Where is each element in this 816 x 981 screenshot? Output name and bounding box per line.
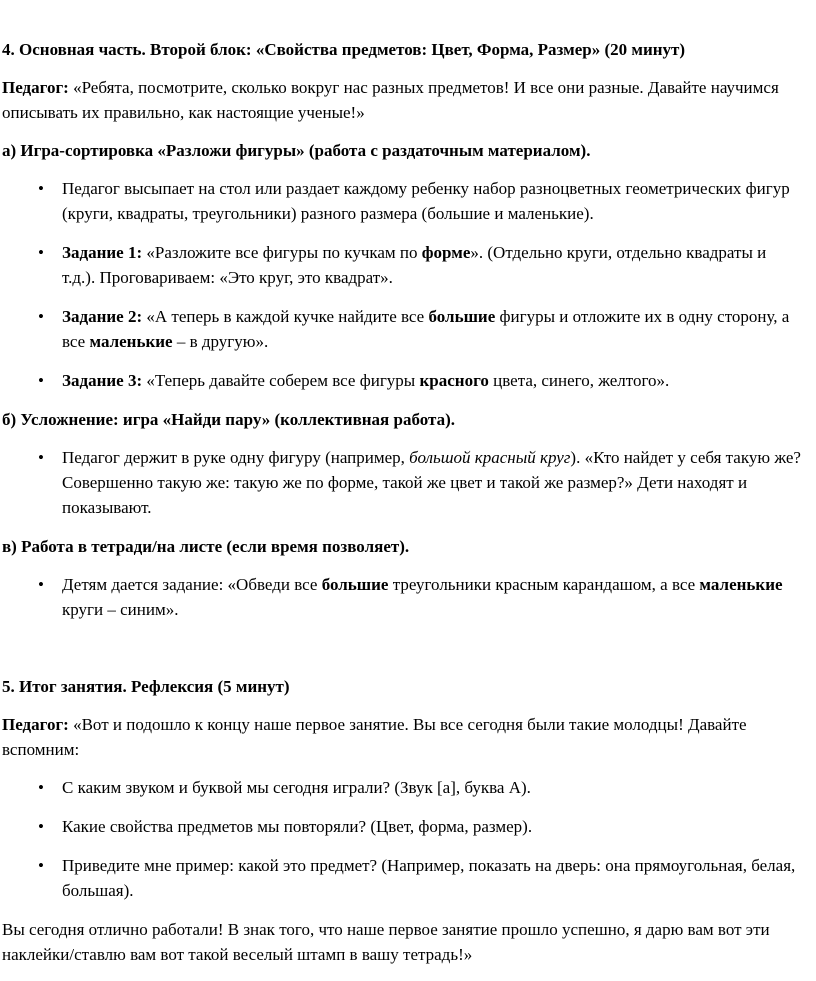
bullet-icon: • — [38, 575, 44, 594]
bullet-recall-sound-letter — [2, 775, 802, 800]
text-run: Педагог высыпает на стол или раздает каждому ребенку набор разноцветных геометрических фигур (круги, квадраты, треугольники) разного размера (большие и маленькие). — [62, 179, 790, 223]
text-run: «Ребята, посмотрите, сколько вокруг нас разных предметов! И все они разные. Давайте научимся описывать их правильно, как настоящие ученые!» — [2, 78, 779, 122]
bullet-find-pair-description — [2, 445, 802, 520]
text-run: – в другую». — [172, 332, 269, 351]
text-run: Вы сегодня отлично работали! В знак того, что наше первое занятие прошло успешно, я дарю вам вот эти наклейки/ставлю вам вот такой веселый штамп в вашу тетрадь!» — [2, 920, 770, 964]
bullet-icon: • — [38, 243, 44, 262]
text-run: фигуры и отложите их в одну сторону, а все — [62, 307, 790, 351]
text-run: форме — [421, 243, 471, 262]
bullet-icon: • — [38, 448, 44, 467]
main-part-block2-heading — [2, 37, 802, 62]
text-run: б) Усложнение: игра «Найди пару» (коллективная работа). — [2, 410, 455, 429]
text-run: ). «Кто найдет у себя такую же? Совершенно такую же: такую же по форме, такой же цвет и такой же размер?» Дети находят и показывают. — [62, 448, 801, 517]
text-run: большие — [428, 307, 496, 326]
bullet-task-3 — [2, 368, 802, 393]
text-run: Задание 3: — [62, 371, 143, 390]
text-run: маленькие — [89, 332, 173, 351]
text-run: круги – синим». — [62, 600, 179, 619]
bullet-task-2 — [2, 304, 802, 354]
find-pair-heading — [2, 407, 802, 432]
text-run: а) Игра-сортировка «Разложи фигуры» (работа с раздаточным материалом). — [2, 141, 591, 160]
teacher-intro-paragraph — [2, 75, 802, 125]
text-run: треугольники красным карандашом, а все — [388, 575, 700, 594]
bullet-icon: • — [38, 371, 44, 390]
notebook-work-heading — [2, 534, 802, 559]
text-run: «А теперь в каждой кучке найдите все — [142, 307, 429, 326]
text-run: ». (Отдельно круги, отдельно квадраты и т.д.). Проговариваем: «Это круг, это квадрат». — [62, 243, 767, 287]
bullet-notebook-task — [2, 572, 802, 622]
bullet-icon: • — [38, 307, 44, 326]
text-run: «Разложите все фигуры по кучкам по — [142, 243, 422, 262]
game-sorting-heading — [2, 138, 802, 163]
text-run: в) Работа в тетради/на листе (если время позволяет). — [2, 537, 410, 556]
document-body — [2, 37, 802, 967]
bullet-icon: • — [38, 817, 44, 836]
text-run: «Теперь давайте соберем все фигуры — [142, 371, 420, 390]
text-run: Задание 1: — [62, 243, 143, 262]
text-run: Приведите мне пример: какой это предмет? (Например, показать на дверь: она прямоугольная, белая, большая). — [62, 856, 796, 900]
text-run: Педагог: — [2, 715, 69, 734]
text-run: Педагог: — [2, 78, 69, 97]
text-run: С каким звуком и буквой мы сегодня играли? (Звук [а], буква А). — [62, 778, 531, 797]
text-run: большой красный круг — [409, 448, 571, 467]
final-praise-paragraph — [2, 917, 802, 967]
text-run: цвета, синего, желтого». — [488, 371, 670, 390]
text-run: 5. Итог занятия. Рефлексия (5 минут) — [2, 677, 290, 696]
text-run: Задание 2: — [62, 307, 143, 326]
bullet-icon: • — [38, 778, 44, 797]
text-run: маленькие — [699, 575, 783, 594]
bullet-icon: • — [38, 856, 44, 875]
text-run: большие — [321, 575, 389, 594]
text-run: Педагог держит в руке одну фигуру (например, — [62, 448, 410, 467]
text-run: красного — [419, 371, 489, 390]
text-run: 4. Основная часть. Второй блок: «Свойства предметов: Цвет, Форма, Размер» (20 минут) — [2, 40, 686, 59]
empty-line — [2, 636, 802, 661]
lesson-summary-heading — [2, 674, 802, 699]
bullet-recall-properties — [2, 814, 802, 839]
bullet-handout-description — [2, 176, 802, 226]
teacher-closing-paragraph — [2, 712, 802, 762]
text-run: «Вот и подошло к концу наше первое занятие. Вы все сегодня были такие молодцы! Давайте вспомним: — [2, 715, 747, 759]
bullet-icon: • — [38, 179, 44, 198]
bullet-recall-example — [2, 853, 802, 903]
text-run: Детям дается задание: «Обведи все — [62, 575, 322, 594]
text-run: Какие свойства предметов мы повторяли? (Цвет, форма, размер). — [62, 817, 533, 836]
bullet-task-1 — [2, 240, 802, 290]
